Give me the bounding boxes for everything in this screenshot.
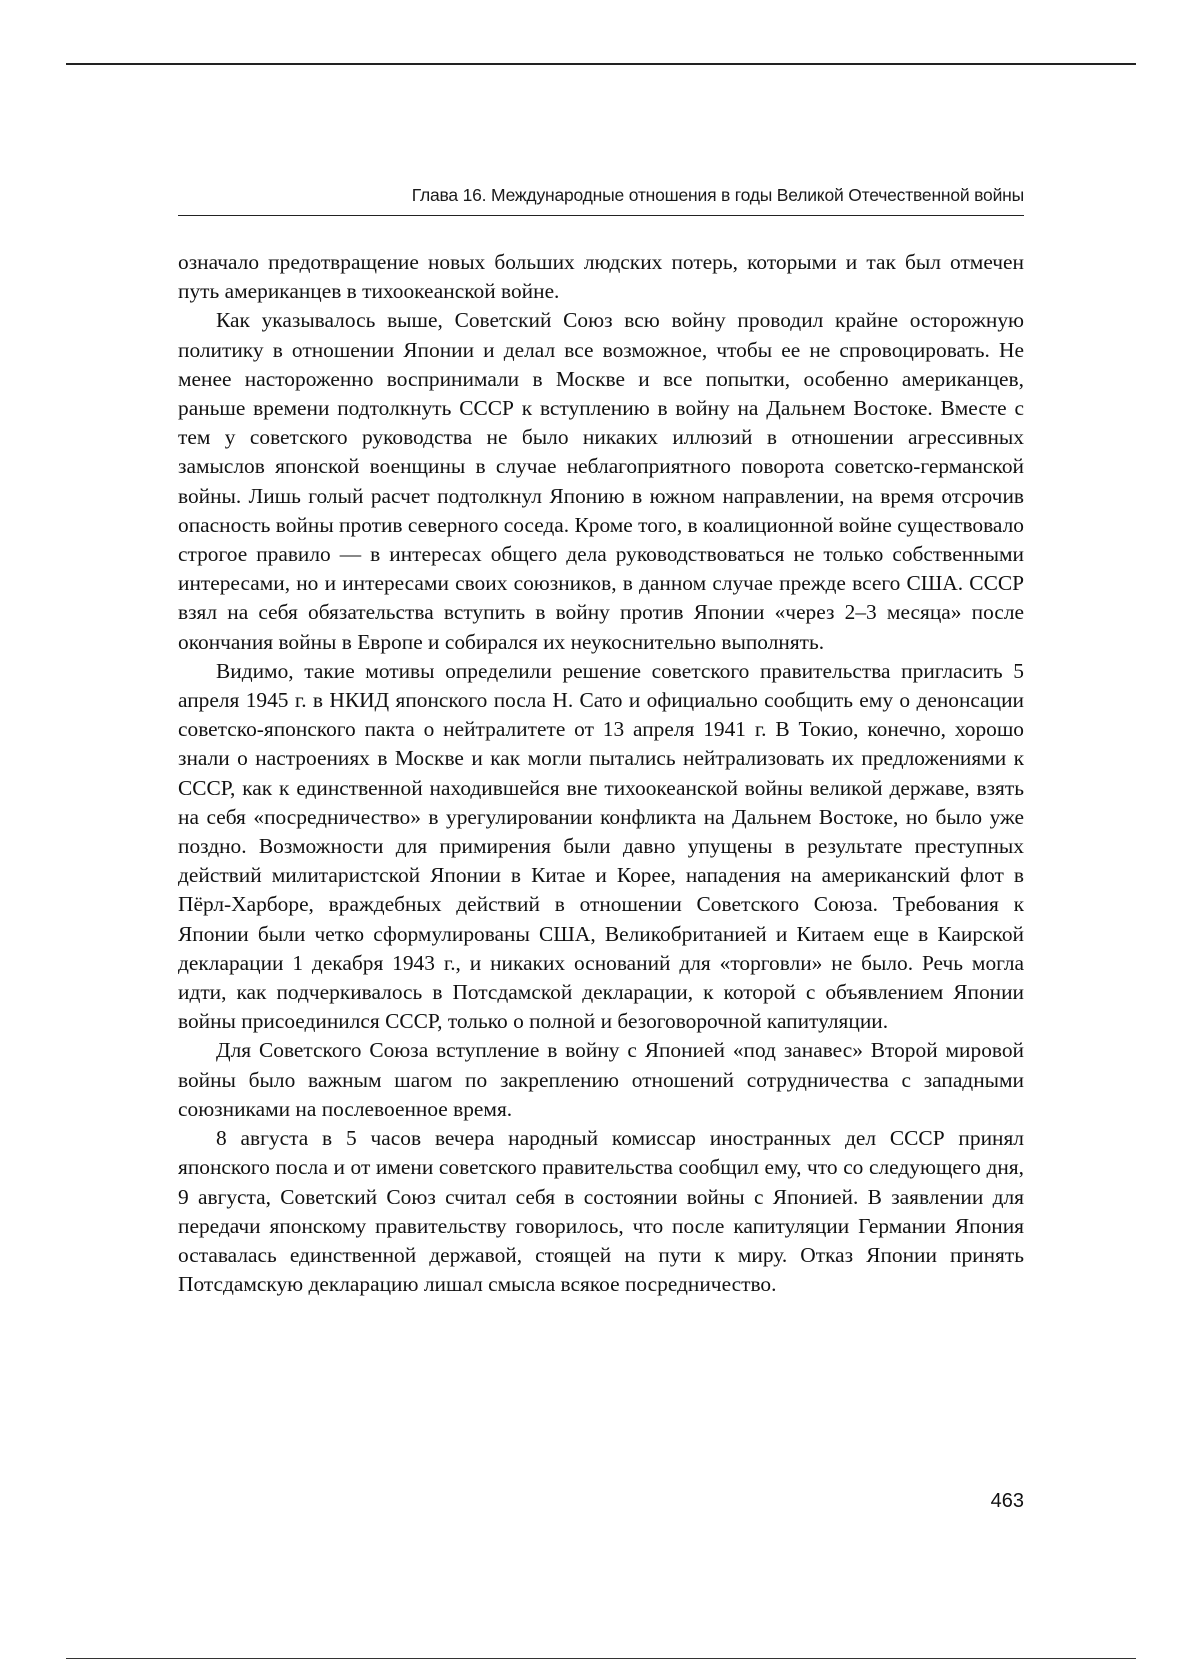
- running-header: Глава 16. Международные отношения в годы Великой Отечественной войны: [411, 185, 1024, 205]
- header-rule: [178, 215, 1024, 216]
- paragraph: Видимо, такие мотивы определили решение советского правительства пригласить 5 апреля 1945 г. в НКИД японского посла Н. Сато и официально сообщить ему о денонсации советско-японского пакта о нейтралитете от 13 апреля 1941 г. В Токио, конечно, хорошо знали о настроениях в Москве и как могли пытались нейтрализовать их предложениями к СССР, как к единственной находившейся вне тихоокеанской войны великой державе, взять на себя «посредничество» в урегулировании конфликта на Дальнем Востоке, но было уже поздно. Возможности для примирения были давно упущены в результате преступных действий милитаристской Японии в Китае и Корее, нападения на американский флот в Пёрл-Харборе, враждебных действий в отношении Советского Союза. Требования к Японии были четко сформулированы США, Великобританией и Китаем еще в Каирской декларации 1 декабря 1943 г., и никаких оснований для «торговли» не было. Речь могла идти, как подчеркивалось в Потсдамской декларации, к которой с объявлением Японии войны присоединился СССР, только о полной и безоговорочной капитуляции.: [178, 658, 1024, 1034]
- top-page-rule: [66, 63, 1136, 65]
- paragraph: Как указывалось выше, Советский Союз всю войну проводил крайне осторожную политику в отношении Японии и делал все возможное, чтобы ее не спровоцировать. Не менее настороженно воспринимали в Москве и все попытки, особенно американцев, раньше времени подтолкнуть СССР к вступлению в войну на Дальнем Востоке. Вместе с тем у советского руководства не было никаких иллюзий в отношении агрессивных замыслов японской военщины в случае неблагоприятного поворота советско-германской войны. Лишь голый расчет подтолкнул Японию в южном направлении, на время отсрочив опасность войны против северного соседа. Кроме того, в коалиционной войне существовало строгое правило — в интересах общего дела руководствоваться не только собственными интересами, но и интересами своих союзников, в данном случае прежде всего США. СССР взял на себя обязательства вступить в войну против Японии «через 2–3 месяца» после окончания войны в Европе и собирался их неукоснительно выполнять.: [178, 308, 1024, 654]
- paragraph: 8 августа в 5 часов вечера народный комиссар иностранных дел СССР принял японского посла и от имени советского правительства сообщил ему, что со следующего дня, 9 августа, Советский Союз считал себя в состоянии войны с Японией. В заявлении для передачи японскому правительству говорилось, что после капитуляции Германии Япония оставалась единственной державой, стоящей на пути к миру. Отказ Японии принять Потсдамскую декларацию лишал смысла всякое посредничество.: [178, 1126, 1024, 1297]
- page-number: 463: [990, 1490, 1024, 1512]
- bottom-page-rule: [66, 1658, 1136, 1659]
- paragraph-continued: означало предотвращение новых больших людских потерь, которыми и так был отмечен путь американцев в тихоокеанской войне.: [178, 250, 1024, 304]
- paragraph: Для Советского Союза вступление в войну с Японией «под занавес» Второй мировой войны было важным шагом по закреплению отношений сотрудничества с западными союзниками на послевоенное время.: [178, 1038, 1024, 1121]
- body-text: [178, 248, 1024, 1299]
